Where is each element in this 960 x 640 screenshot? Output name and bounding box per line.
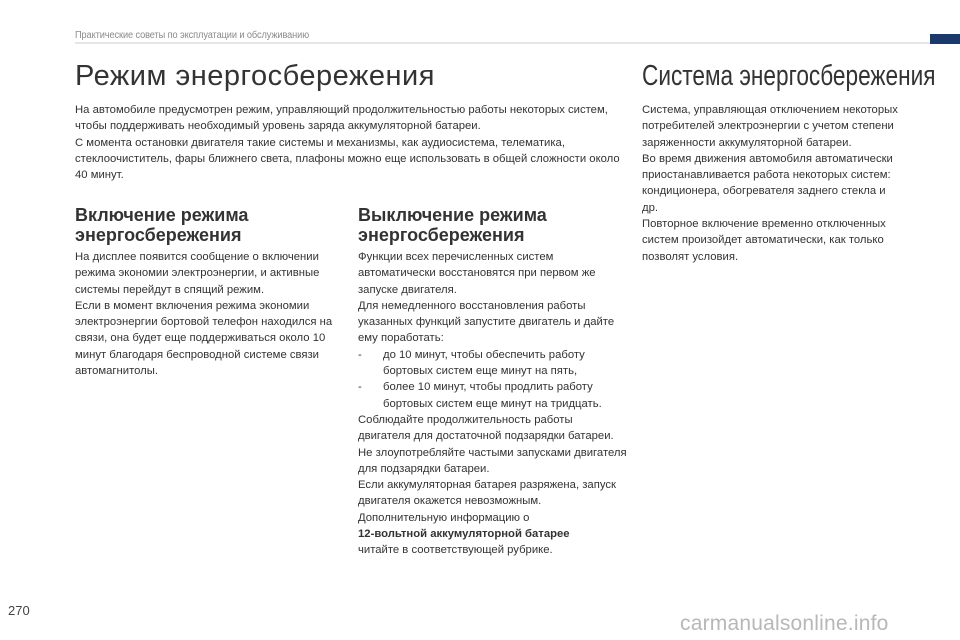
disable-text xyxy=(358,249,628,559)
side-paragraph-1: Система, управляющая отключением некоторых потребителей электроэнергии с учетом степени заряженности аккумуляторной батареи. xyxy=(642,104,898,149)
header-accent-tab xyxy=(930,34,960,44)
dash-item-text: более 10 минут, чтобы продлить работу бортовых систем еще минут на тридцать. xyxy=(383,381,602,410)
disable-paragraph-4: Не злоупотребляйте частыми запусками двигателя для подзарядки батареи. xyxy=(358,446,627,475)
intro-paragraph-2: С момента остановки двигателя такие системы и механизмы, как аудиосистема, телематика, стеклоочиститель, фары ближнего света, плафоны можно еще использовать в общей сложности около 40 минут. xyxy=(75,136,620,182)
battery-reference: 12-вольтной аккумуляторной батарее xyxy=(358,528,570,541)
enable-text xyxy=(75,249,335,379)
disable-paragraph-3: Соблюдайте продолжительность работы двигателя для достаточной подзарядки батареи. xyxy=(358,413,614,443)
page-number: 270 xyxy=(8,603,30,618)
enable-paragraph-2: Если в момент включения режима экономии электроэнергии бортовой телефон находился на связи, она будет еще поддерживаться около 10 минут благодаря беспроводной системе связи автомагнитолы. xyxy=(75,299,333,378)
enable-heading: Включение режима энергосбережения xyxy=(75,205,249,245)
disable-paragraph-1: Функции всех перечисленных систем автоматически восстановятся при первом же запуске двигателя. xyxy=(358,251,596,296)
side-text xyxy=(642,102,902,265)
disable-paragraph-2: Для немедленного восстановления работы указанных функций запустите двигатель и дайте ему поработать: xyxy=(358,299,615,345)
header-rule xyxy=(75,42,930,44)
disable-paragraph-5: Если аккумуляторная батарея разряжена, запуск двигателя окажется невозможным. xyxy=(358,479,616,508)
side-paragraph-3: Повторное включение временно отключенных систем произойдет автоматически, как только позволят условия. xyxy=(642,218,886,263)
enable-paragraph-1: На дисплее появится сообщение о включении режима экономии электроэнергии, и активные системы перейдут в спящий режим. xyxy=(75,251,320,296)
page-title: Режим энергосбережения xyxy=(75,60,435,92)
dash-marker: - xyxy=(358,381,362,394)
side-paragraph-2: Во время движения автомобиля автоматически приостанавливается работа некоторых систем: кондиционера, обогревателя заднего стекла и др. xyxy=(642,152,893,214)
watermark: carmanualsonline.info xyxy=(680,612,889,635)
dash-list-item xyxy=(358,379,628,412)
intro-paragraph-1: На автомобиле предусмотрен режим, управляющий продолжительностью работы некоторых систем, чтобы поддерживать необходимый уровень заряда аккумуляторной батареи. xyxy=(75,104,608,133)
side-title: Система энергосбережения xyxy=(642,60,936,92)
dash-list-item xyxy=(358,347,628,380)
dash-item-text: до 10 минут, чтобы обеспечить работу бортовых систем еще минут на пять, xyxy=(383,348,585,378)
disable-heading: Выключение режима энергосбережения xyxy=(358,205,547,245)
intro-text xyxy=(75,102,630,183)
running-header: Практические советы по эксплуатации и обслуживанию xyxy=(75,30,310,41)
dash-marker: - xyxy=(358,348,362,361)
disable-paragraph-6: Дополнительную информацию о xyxy=(358,511,530,524)
disable-paragraph-7: читайте в соответствующей рубрике. xyxy=(358,544,553,557)
